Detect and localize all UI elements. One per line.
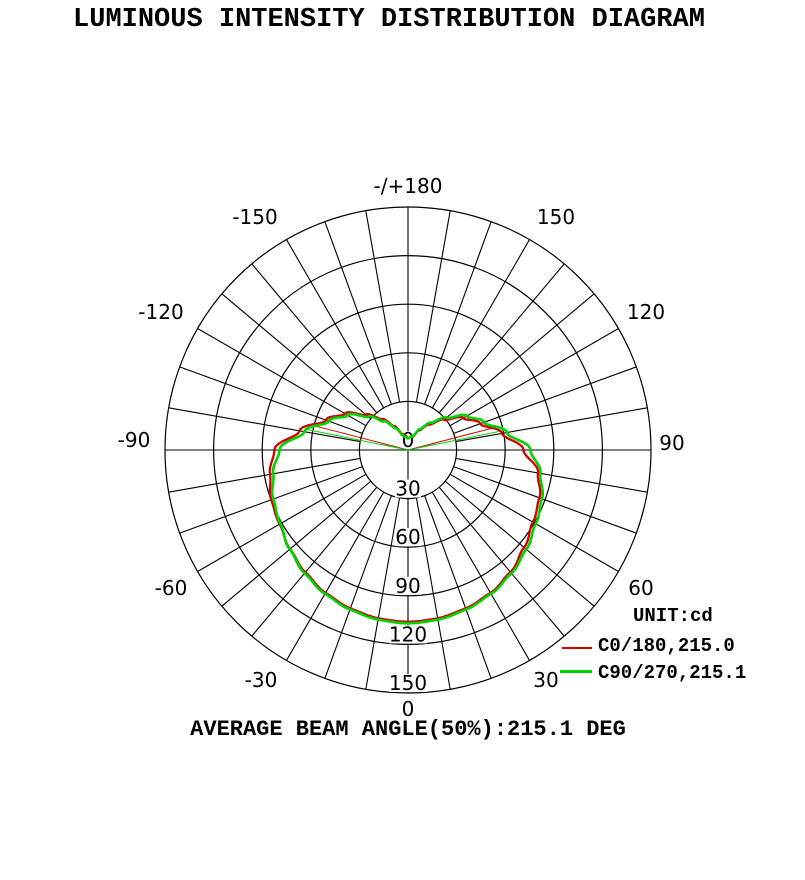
page-title: LUMINOUS INTENSITY DISTRIBUTION DIAGRAM	[73, 5, 705, 35]
beam-angle-ray-c0-180	[408, 428, 493, 450]
radial-tick-label-60: 60	[395, 525, 421, 550]
angular-label-120: -120	[138, 300, 184, 324]
grid-spoke-50	[445, 481, 594, 606]
grid-spoke-190	[366, 211, 400, 402]
grid-spoke-30	[432, 492, 529, 660]
grid-spoke-150	[432, 240, 529, 408]
grid-spoke-300	[198, 474, 366, 571]
grid-spoke-10	[416, 498, 450, 689]
radial-tick-label-120: 120	[388, 622, 428, 647]
angular-label-0: 0	[401, 697, 415, 721]
grid-spoke-160	[425, 222, 491, 405]
grid-spoke-140	[439, 264, 564, 413]
grid-spoke-200	[325, 222, 391, 405]
average-beam-angle-text: AVERAGE BEAM ANGLE(50%):215.1 DEG	[190, 717, 626, 742]
grid-spoke-310	[222, 481, 371, 606]
grid-spoke-80	[456, 458, 647, 492]
legend-label-c90-270: C90/270,215.1	[598, 662, 747, 684]
angular-label-90: 90	[659, 431, 685, 455]
angular-label-120: 120	[626, 300, 666, 324]
angular-label-180: -/+180	[373, 174, 443, 198]
legend-label-c0-180: C0/180,215.0	[598, 635, 735, 657]
grid-spoke-120	[450, 329, 618, 426]
grid-spoke-230	[222, 294, 371, 419]
beam-angle-ray-c90-270	[306, 429, 408, 450]
radial-tick-label-30: 30	[395, 476, 421, 501]
grid-spoke-210	[287, 240, 384, 408]
radial-tick-label-90: 90	[395, 573, 421, 598]
c90-270-line-swatch	[560, 670, 592, 673]
angular-label-60: 60	[628, 576, 654, 600]
grid-spoke-170	[416, 211, 450, 402]
grid-spoke-130	[445, 294, 594, 419]
grid-spoke-250	[180, 367, 363, 433]
angular-label-30: 30	[533, 668, 559, 692]
angular-label-30: -30	[244, 668, 278, 692]
grid-spoke-70	[454, 467, 637, 533]
grid-spoke-260	[169, 408, 360, 442]
grid-spoke-20	[425, 496, 491, 679]
grid-spoke-60	[450, 474, 618, 571]
angular-label-150: -150	[232, 205, 278, 229]
legend-unit-label: UNIT:cd	[633, 605, 713, 627]
angular-label-90: -90	[117, 428, 151, 452]
radial-tick-label-0: 0	[401, 428, 415, 452]
grid-spoke-330	[287, 492, 384, 660]
angular-label-150: 150	[536, 205, 576, 229]
grid-spoke-280	[169, 458, 360, 492]
radial-tick-label-150: 150	[388, 671, 428, 695]
grid-spoke-340	[325, 496, 391, 679]
c0-180-line-swatch	[562, 647, 592, 649]
grid-spoke-220	[252, 264, 377, 413]
grid-spoke-240	[198, 329, 366, 426]
angular-label-60: -60	[154, 576, 188, 600]
